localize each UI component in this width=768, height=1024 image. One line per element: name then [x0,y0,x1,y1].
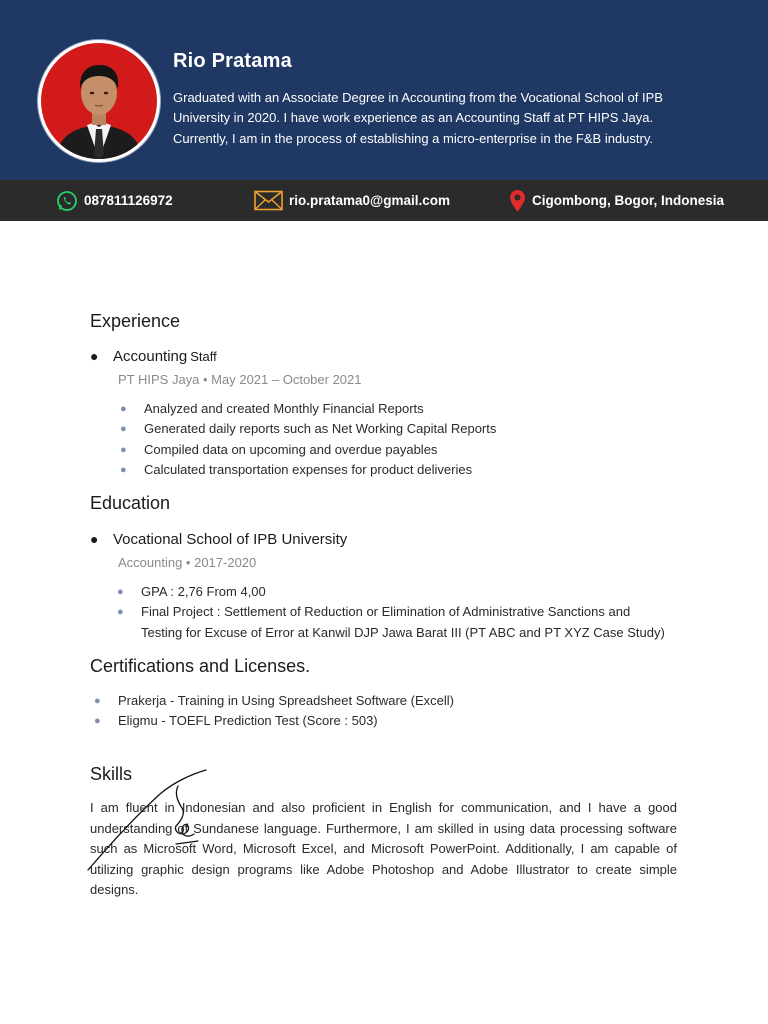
mail-icon [254,190,283,211]
header-banner [0,0,768,180]
list-item: ● Calculated transportation expenses for product deliveries [120,462,473,478]
list-item: ● Final Project : Settlement of Reduction or Elimination of Administrative Sanctions and Testing for Excuse of Error at Kanwil DJP Jawa Barat III (PT ABC and PT XYZ Case Study) [117,604,665,640]
person-name: Rio Pratama [173,50,292,72]
contact-location [509,180,724,221]
role-main: Accounting [113,348,188,365]
profile-summary: Graduated with an Associate Degree in Accounting from the Vocational School of IPB University in 2020. I have work experience as an Accounting Staff at PT HIPS Jaya. Currently, I am in the process of establishing a micro-enterprise in the F&B industry. [173,90,663,146]
experience-bullets [120,399,497,481]
role-small: Staff [190,349,217,364]
school-name: Vocational School of IPB University [113,531,348,548]
experience-role [90,348,217,365]
list-item: ● GPA : 2,76 From 4,00 [117,584,266,599]
education-school [90,531,347,548]
whatsapp-icon [56,190,78,212]
list-item: ● Generated daily reports such as Net Working Capital Reports [120,421,497,437]
contact-bar [0,180,768,221]
education-heading: Education [90,493,171,513]
handwritten-signature [82,764,212,876]
email-address: rio.pratama0@gmail.com [289,193,450,208]
profile-photo [38,40,160,162]
skills-paragraph: I am fluent in Indonesian and also proficient in English for communication, and I have a good understanding of Sundanese language. Furthermore, I am skilled in using data processing software such as Microsoft Word, Microsoft Excel, and Microsoft PowerPoint. Additionally, I am capable of utilizing graphic design programs like Adobe Photoshop and Adobe Illustrator to create simple designs. [90,800,677,898]
experience-meta: PT HIPS Jaya • May 2021 – October 2021 [118,372,362,387]
education-bullets [117,582,671,643]
list-item: ● Analyzed and created Monthly Financial Reports [120,401,424,416]
bullet-dot: ● [90,348,99,364]
certifications-list [94,691,454,732]
location-pin-icon [509,189,526,213]
list-item: ● Eligmu - TOEFL Prediction Test (Score : 503) [94,713,378,729]
skills-heading: Skills [90,764,133,784]
bullet-dot: ● [90,531,99,547]
contact-phone[interactable] [56,180,173,221]
contact-email[interactable] [254,180,450,221]
experience-heading: Experience [90,311,181,331]
list-item: ● Prakerja - Training in Using Spreadsheet Software (Excell) [94,693,454,708]
location-text: Cigombong, Bogor, Indonesia [532,193,724,208]
phone-number: 087811126972 [84,193,173,208]
education-meta: Accounting • 2017-2020 [118,555,257,570]
certifications-heading: Certifications and Licenses. [90,656,311,676]
list-item: ● Compiled data on upcoming and overdue payables [120,441,438,457]
